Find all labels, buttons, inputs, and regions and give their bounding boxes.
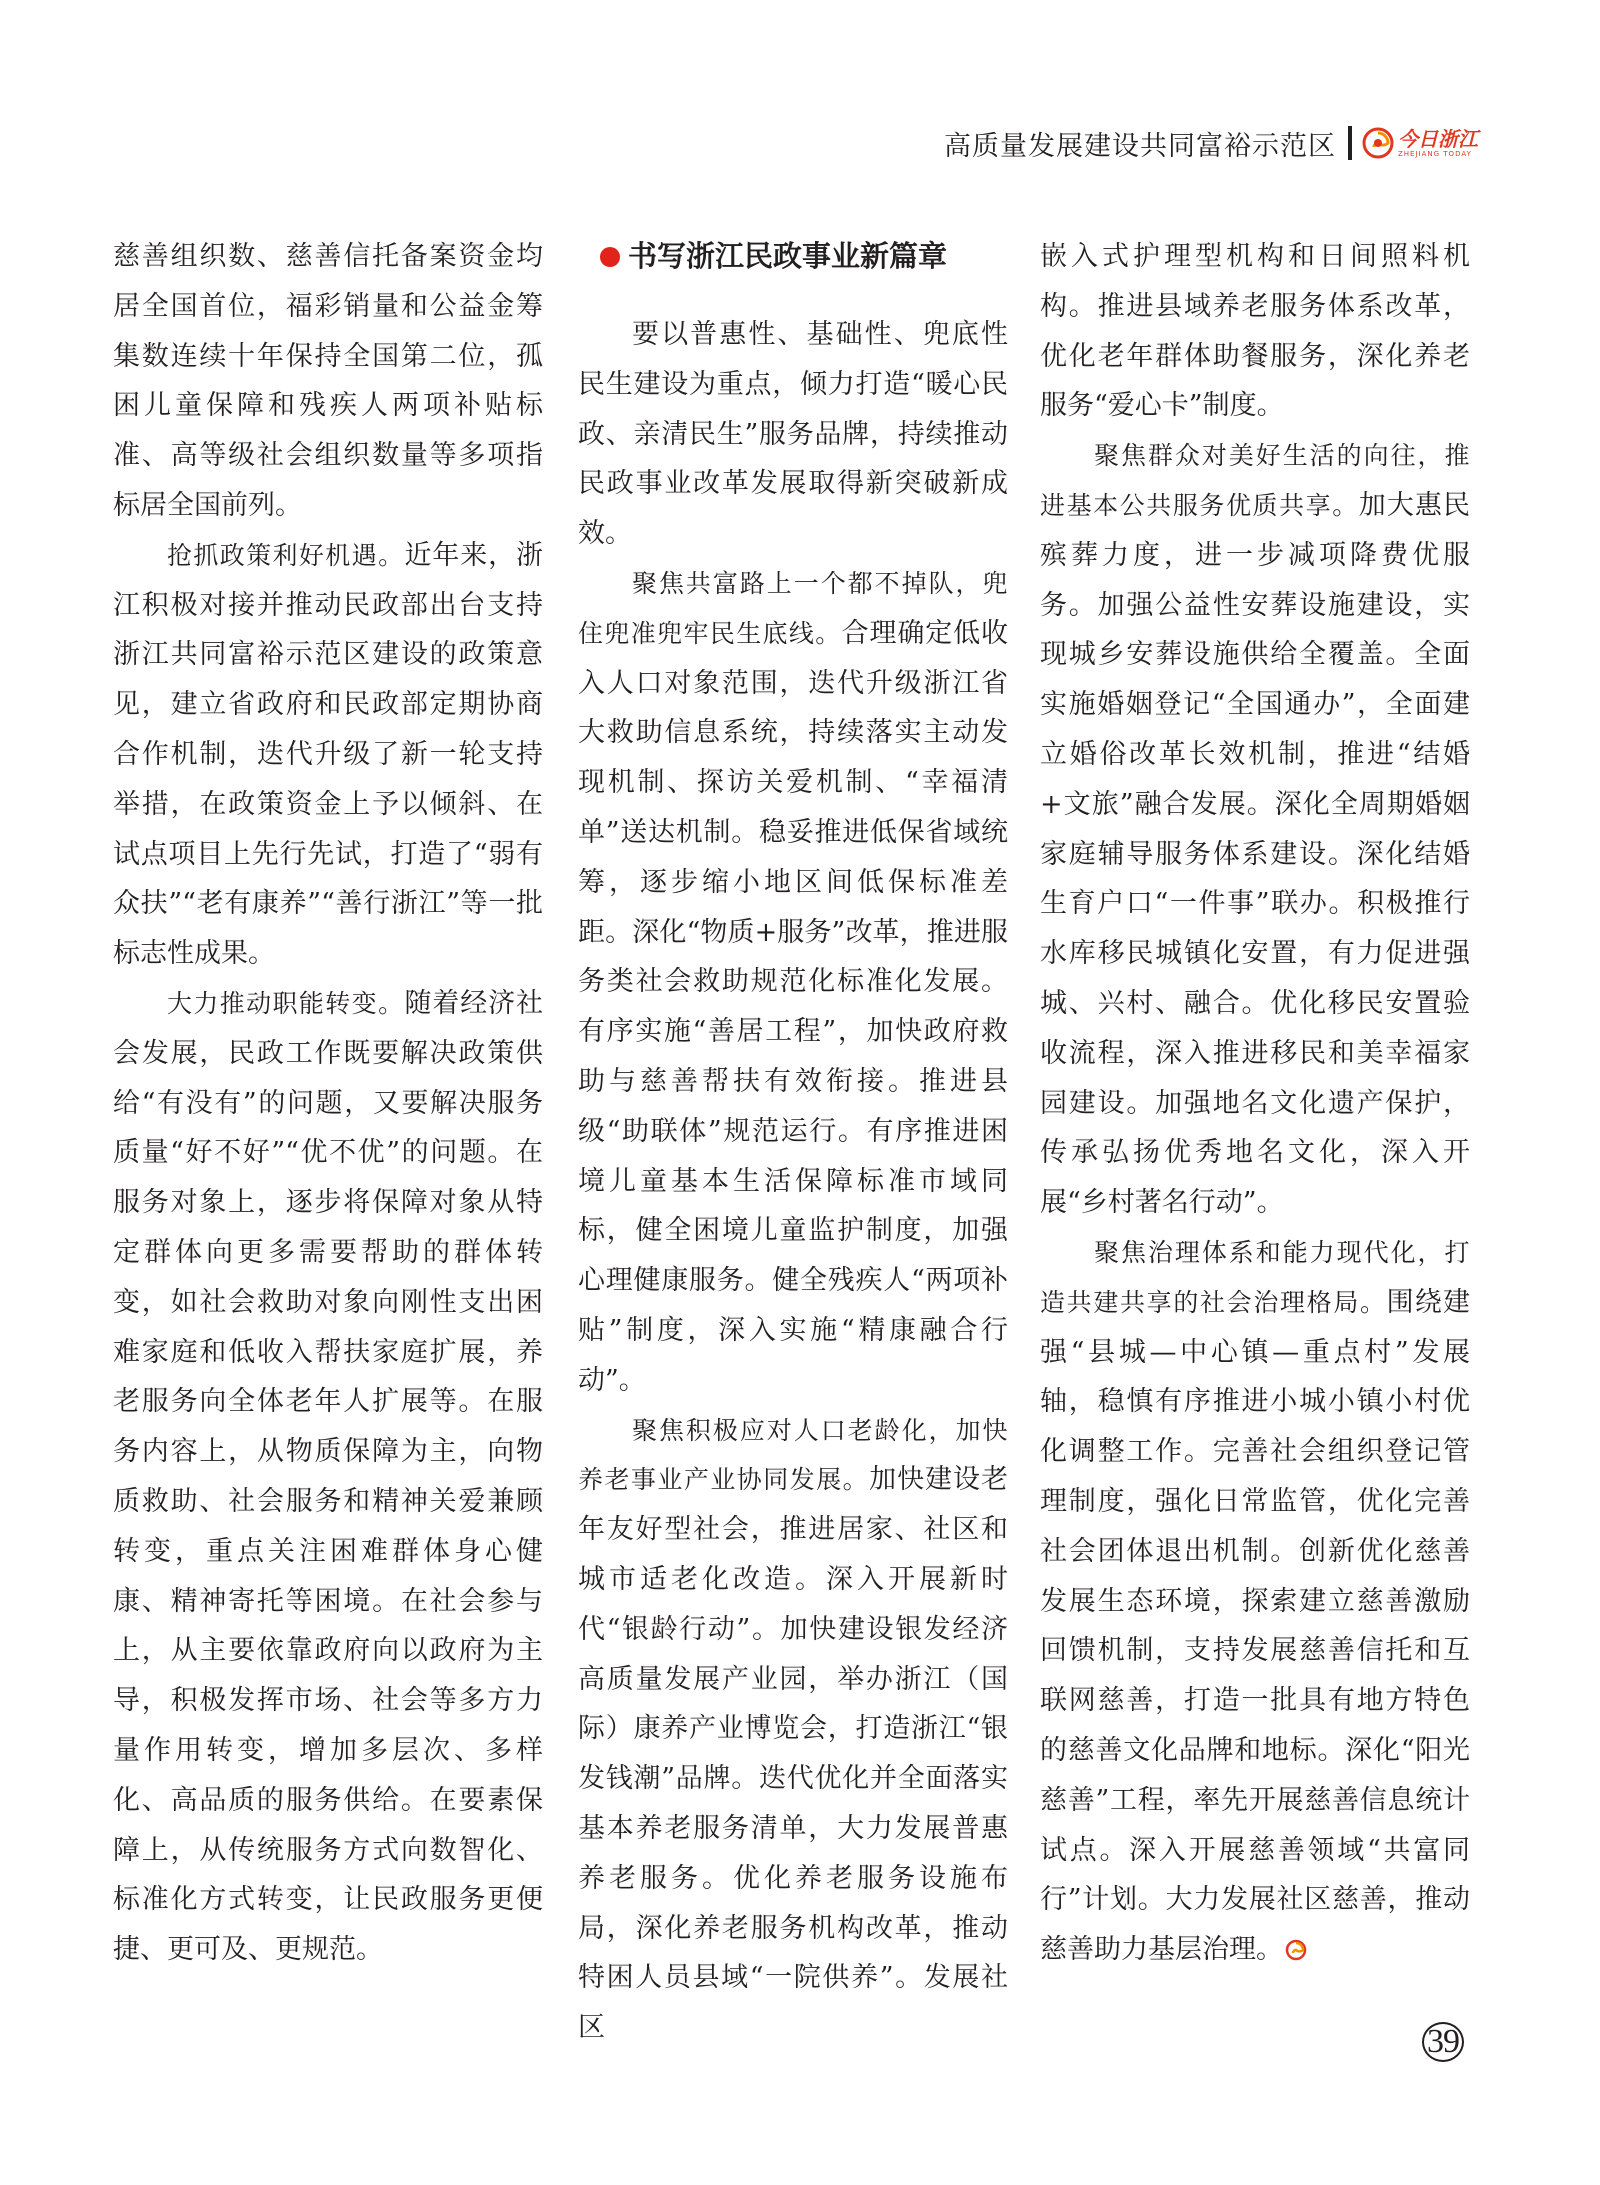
paragraph (113, 979, 543, 1975)
paragraph-body: 近年来，浙江积极对接并推动民政部出台支持浙江共同富裕示范区建设的政策意见，建立省政府和民政部定期协商合作机制，迭代升级了新一轮支持举措，在政策资金上予以倾斜、在试点项目上先行先试，打造了“弱有众扶”“老有康养”“善行浙江”等一批标志性成果。 (113, 539, 543, 970)
paragraph-lead: 大力推动职能转变。 (167, 988, 405, 1018)
paragraph (113, 531, 543, 979)
end-mark-icon (1285, 1939, 1307, 1961)
paragraph-lead: 聚焦积极应对人口老龄化，加快养老事业产业协同发展。 (578, 1415, 1008, 1495)
paragraph-lead: 抢抓政策利好机遇。 (167, 540, 405, 570)
article-column-2 (578, 232, 1008, 2053)
bullet-dot-icon (600, 247, 620, 267)
paragraph-body: 合理确定低收入人口对象范围，迭代升级浙江省大救助信息系统，持续落实主动发现机制、探访关爱机制、“幸福清单”送达机制。稳妥推进低保省域统筹，逐步缩小地区间低保标准差距。深化“物质+服务”改革，推进服务类社会救助规范化标准化发展。有序实施“善居工程”，加快政府救助与慈善帮扶有效衔接。推进县级“助联体”规范运行。有序推进困境儿童基本生活保障标准市域同标，健全困境儿童监护制度，加强心理健康服务。健全残疾人“两项补贴”制度，深入实施“精康融合行动”。 (578, 617, 1008, 1396)
magazine-logo (1362, 127, 1478, 159)
section-heading (578, 232, 1008, 282)
paragraph: 要以普惠性、基础性、兜底性民生建设为重点，倾力打造“暖心民政、亲清民生”服务品牌，持续推动民政事业改革发展取得新突破新成效。 (578, 319, 1008, 550)
paragraph (578, 1406, 1008, 2053)
paragraph-body: 加大惠民殡葬力度，进一步减项降费优服务。加强公益性安葬设施建设，实现城乡安葬设施供给全覆盖。全面实施婚姻登记“全国通办”，全面建立婚俗改革长效机制，推进“结婚+文旅”融合发展。深化全周期婚姻家庭辅导服务体系建设。深化结婚生育户口“一件事”联办。积极推行水库移民城镇化安置，有力促进强城、兴村、融合。优化移民安置验收流程，深入推进移民和美幸福家园建设。加强地名文化遗产保护，传承弘扬优秀地名文化，深入开展“乡村著名行动”。 (1040, 489, 1470, 1219)
running-header (944, 118, 1478, 168)
paragraph-lead: 聚焦群众对美好生活的向往，推进基本公共服务优质共享。 (1040, 441, 1470, 520)
header-divider (1348, 126, 1352, 160)
paragraph (578, 559, 1008, 1406)
logo-subtitle: ZHEJIANG TODAY (1398, 149, 1472, 158)
paragraph (1040, 431, 1470, 1228)
page-number (1422, 2022, 1464, 2062)
paragraph-lead: 聚焦治理体系和能力现代化，打造共建共享的社会治理格局。 (1040, 1237, 1470, 1317)
paragraph (1040, 1228, 1470, 1975)
paragraph-lead: 聚焦共富路上一个都不掉队，兜住兜准兜牢民生底线。 (578, 568, 1008, 648)
paragraph: 慈善组织数、慈善信托备案资金均居全国首位，福彩销量和公益金筹集数连续十年保持全国第二位，孤困儿童保障和残疾人两项补贴标准、高等级社会组织数量等多项指标居全国前列。 (113, 241, 543, 521)
logo-wordmark: 今日浙江 (1398, 126, 1478, 151)
section-title: 高质量发展建设共同富裕示范区 (944, 130, 1336, 162)
paragraph: 嵌入式护理型机构和日间照料机构。推进县域养老服务体系改革，优化老年群体助餐服务，深化养老服务“爱心卡”制度。 (1040, 241, 1470, 422)
article-column-3 (1040, 232, 1470, 1975)
paragraph-body: 随着经济社会发展，民政工作既要解决政策供给“有没有”的问题，又要解决服务质量“好不好”“优不优”的问题。在服务对象上，逐步将保障对象从特定群体向更多需要帮助的群体转变，如社会救助对象向刚性支出困难家庭和低收入帮扶家庭扩展，养老服务向全体老年人扩展等。在服务内容上，从物质保障为主，向物质救助、社会服务和精神关爱兼顾转变，重点关注困难群体身心健康、精神寄托等困境。在社会参与上，从主要依靠政府向以政府为主导，积极发挥市场、社会等多方力量作用转变，增加多层次、多样化、高品质的服务供给。在要素保障上，从传统服务方式向数智化、标准化方式转变，让民政服务更便捷、更可及、更规范。 (113, 987, 543, 1966)
paragraph-body: 加快建设老年友好型社会，推进居家、社区和城市适老化改造。深入开展新时代“银龄行动”。加快建设银发经济高质量发展产业园，举办浙江（国际）康养产业博览会，打造浙江“银发钱潮”品牌。迭代优化并全面落实基本养老服务清单，大力发展普惠养老服务。优化养老服务设施布局，深化养老服务机构改革，推动特困人员县域“一院供养”。发展社区 (578, 1464, 1008, 2044)
paragraph-body: 围绕建强“县城—中心镇—重点村”发展轴，稳慎有序推进小城小镇小村优化调整工作。完善社会组织登记管理制度，强化日常监管，优化完善社会团体退出机制。创新优化慈善发展生态环境，探索建立慈善激励回馈机制，支持发展慈善信托和互联网慈善，打造一批具有地方特色的慈善文化品牌和地标。深化“阳光慈善”工程，率先开展慈善信息统计试点。深入开展慈善领域“共富同行”计划。大力发展社区慈善，推动慈善助力基层治理。 (1040, 1286, 1470, 1966)
logo-swirl-icon (1362, 127, 1394, 159)
section-heading-text: 书写浙江民政事业新篇章 (628, 239, 948, 274)
page-number-value: 39 (1422, 2022, 1464, 2062)
article-column-1 (113, 232, 543, 1975)
